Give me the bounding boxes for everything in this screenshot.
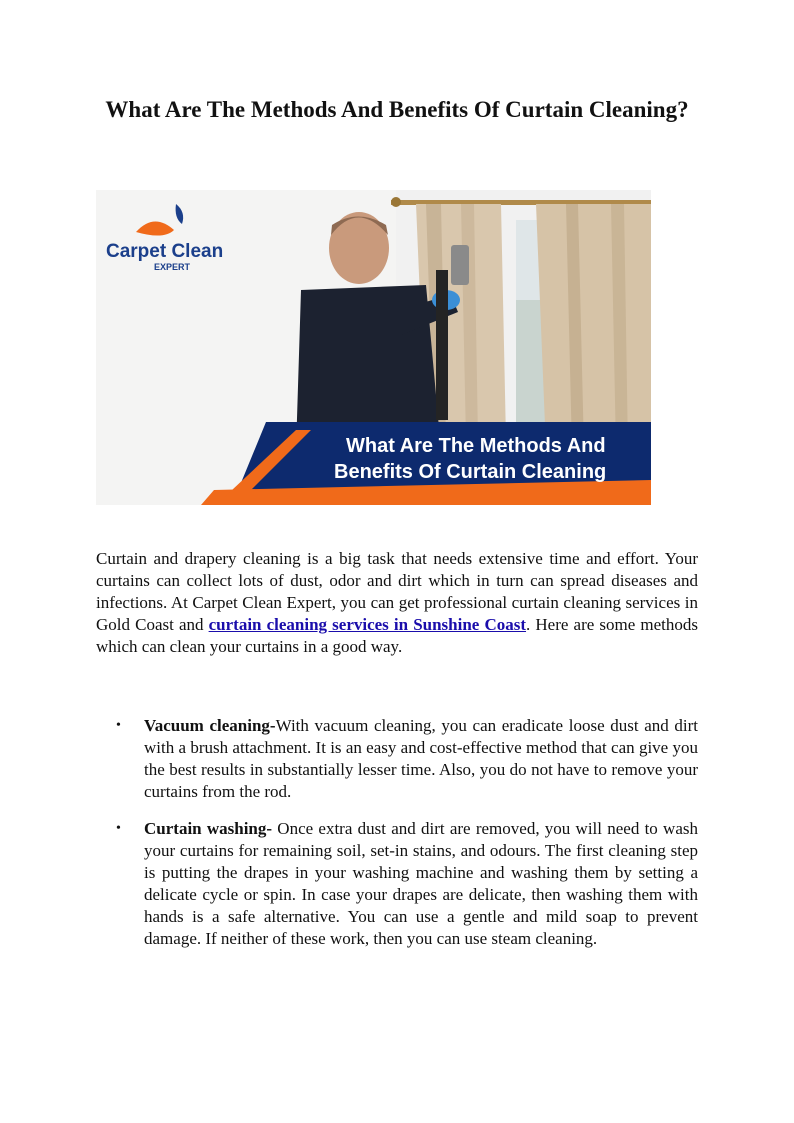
- method-term: Curtain washing-: [144, 819, 273, 838]
- logo-line-1: Carpet Clean: [106, 241, 224, 262]
- bullet-icon: •: [116, 821, 121, 836]
- banner-line-1: What Are The Methods And: [346, 435, 606, 457]
- intro-text-after-link: . Here are some methods which can clean your curtains in a good way.: [96, 615, 698, 656]
- list-item: [96, 715, 698, 803]
- hero-image: [96, 190, 651, 505]
- cleaning-methods-list: [96, 715, 698, 965]
- page-title: What Are The Methods And Benefits Of Curtain Cleaning?: [105, 97, 689, 122]
- curtain-cleaning-sunshine-coast-link[interactable]: curtain cleaning services in Sunshine Coast: [208, 615, 527, 634]
- intro-text-before-link: Curtain and drapery cleaning is a big task that needs extensive time and effort. Your curtains can collect lots of dust, odor and dirt which in turn can spread diseases and infections. At Carpet Clean Expert, you can get professional curtain cleaning services in Gold Coast and: [96, 549, 698, 634]
- method-description: Once extra dust and dirt are removed, you will need to wash your curtains for remaining soil, set-in stains, and odours. The first cleaning step is putting the drapes in your washing machine and washing them by setting a delicate cycle or spin. In case your drapes are delicate, then washing them with hands is a safe alternative. You can use a gentle and mild soap to prevent damage. If neither of these work, then you can use steam cleaning.: [144, 819, 698, 948]
- banner-line-2: Benefits Of Curtain Cleaning: [334, 461, 607, 483]
- bullet-icon: •: [116, 718, 121, 733]
- method-description: With vacuum cleaning, you can eradicate loose dust and dirt with a brush attachment. It is an easy and cost-effective method that can give you the best results in substantially lesser time. Also, you do not have to remove your curtains from the rod.: [144, 716, 698, 801]
- list-item: [96, 818, 698, 950]
- method-term: Vacuum cleaning-: [144, 716, 276, 735]
- intro-paragraph: [96, 548, 698, 658]
- logo-line-2: EXPERT: [154, 262, 191, 272]
